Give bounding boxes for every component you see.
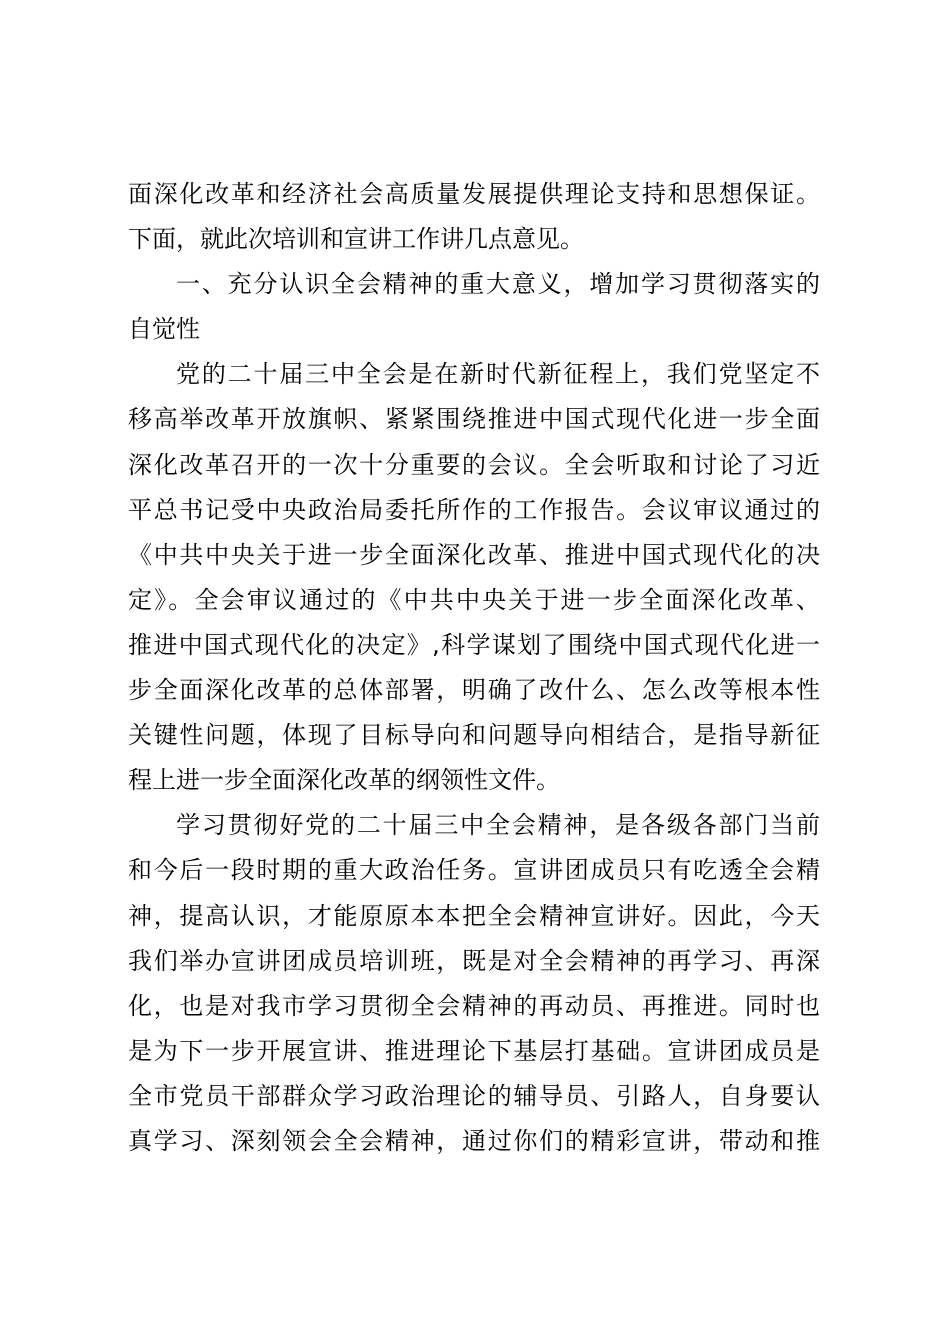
text-line: 自觉性 (128, 315, 200, 344)
text-line: 定》。全会审议通过的《中共中央关于进一步全面深化改革、 (128, 585, 820, 614)
text-line: 和今后一段时期的重大政治任务。宣讲团成员只有吃透全会精 (128, 856, 820, 885)
text-line: 程上进一步全面深化改革的纲领性文件。 (128, 766, 560, 795)
text-line: 移高举改革开放旗帜、紧紧围绕推进中国式现代化进一步全面 (128, 405, 820, 434)
text-line: 关键性问题，体现了目标导向和问题导向相结合，是指导新征 (128, 721, 820, 750)
text-line: 《中共中央关于进一步全面深化改革、推进中国式现代化的决 (128, 540, 820, 569)
text-line: 神，提高认识，才能原原本本把全会精神宣讲好。因此，今天 (128, 901, 820, 930)
text-line: 一、充分认识全会精神的重大意义，增加学习贯彻落实的 (176, 270, 820, 299)
text-line: 步全面深化改革的总体部署，明确了改什么、怎么改等根本性 (128, 676, 820, 705)
text-line: 党的二十届三中全会是在新时代新征程上，我们党坚定不 (176, 360, 820, 389)
text-line: 是为下一步开展宣讲、推进理论下基层打基础。宣讲团成员是 (128, 1036, 820, 1065)
text-line: 下面，就此次培训和宣讲工作讲几点意见。 (128, 225, 584, 254)
text-line: 我们举办宣讲团成员培训班，既是对全会精神的再学习、再深 (128, 946, 820, 975)
document-body (128, 172, 820, 1164)
text-line: 推进中国式现代化的决定》,科学谋划了围绕中国式现代化进一 (128, 630, 820, 659)
text-line: 平总书记受中央政治局委托所作的工作报告。会议审议通过的 (128, 495, 820, 524)
text-line: 深化改革召开的一次十分重要的会议。全会听取和讨论了习近 (128, 450, 820, 479)
text-line: 全市党员干部群众学习政治理论的辅导员、引路人，自身要认 (128, 1081, 820, 1110)
text-line: 化，也是对我市学习贯彻全会精神的再动员、再推进。同时也 (128, 991, 820, 1020)
text-line: 真学习、深刻领会全会精神，通过你们的精彩宣讲，带动和推 (128, 1126, 820, 1155)
text-line: 学习贯彻好党的二十届三中全会精神，是各级各部门当前 (176, 811, 820, 840)
text-line: 面深化改革和经济社会高质量发展提供理论支持和思想保证。 (128, 180, 820, 208)
